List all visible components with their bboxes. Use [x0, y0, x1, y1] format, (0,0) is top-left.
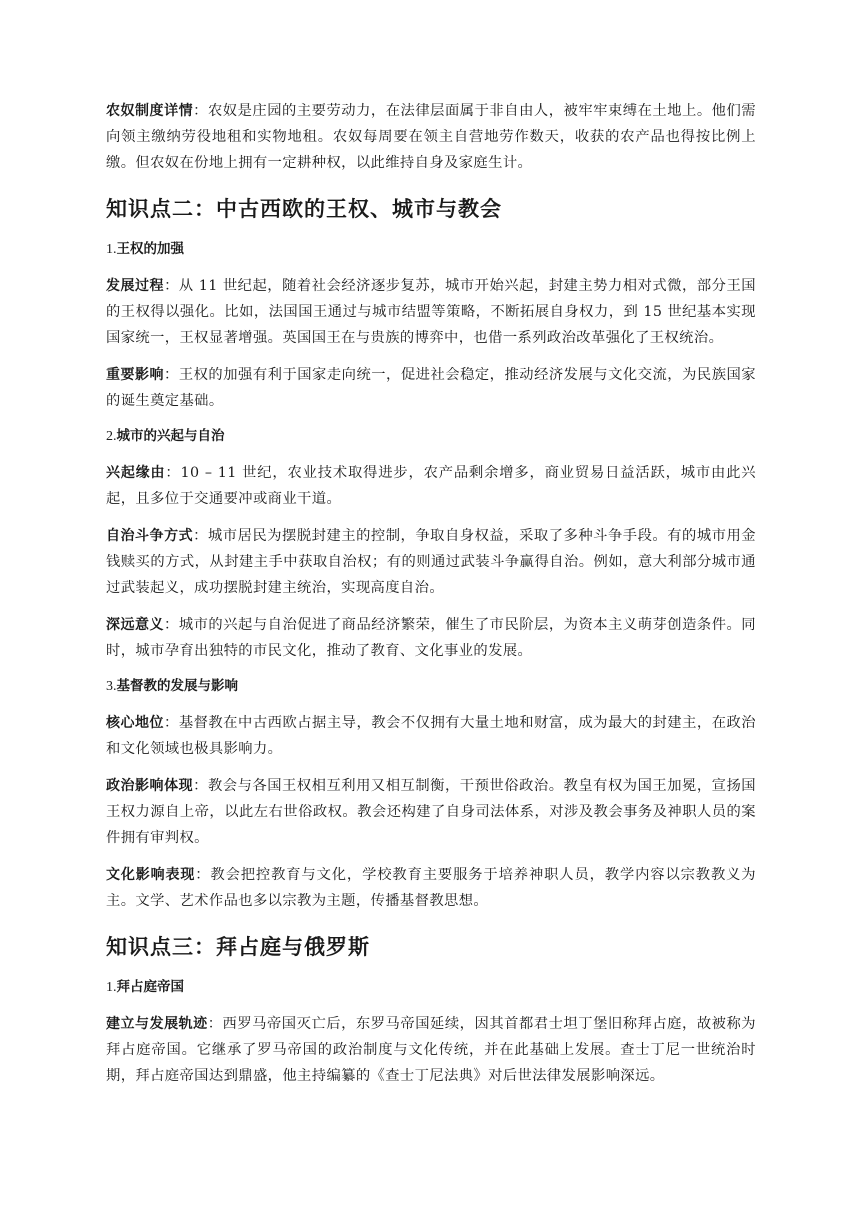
- para-text: ：教会把控教育与文化，学校教育主要服务于培养神职人员，教学内容以宗教教义为主。文学、艺术作品也多以宗教为主题，传播基督教思想。: [106, 867, 756, 909]
- para-label: 建立与发展轨迹: [106, 1016, 208, 1032]
- subheading-number: 1.: [106, 242, 117, 257]
- para-text: ：教会与各国王权相互利用又相互制衡，干预世俗政治。教皇有权为国王加冕，宣扬国王权力源自上帝，以此左右世俗政权。教会还构建了自身司法体系，对涉及教会事务及神职人员的案件拥有审判权。: [106, 778, 756, 846]
- para-text: ：10 – 11 世纪，农业技术取得进步，农产品剩余增多，商业贸易日益活跃，城市由此兴起，且多位于交通要冲或商业干道。: [106, 465, 756, 507]
- paragraph-influence: [106, 362, 756, 414]
- para-text: ：西罗马帝国灭亡后，东罗马帝国延续，因其首都君士坦丁堡旧称拜占庭，故被称为拜占庭帝国。它继承了罗马帝国的政治制度与文化传统，并在此基础上发展。查士丁尼一世统治时期，拜占庭帝国达到鼎盛，他主持编纂的《查士丁尼法典》对后世法律发展影响深远。: [106, 1016, 756, 1084]
- para-label: 核心地位: [106, 715, 165, 731]
- subheading-title: 城市的兴起与自治: [116, 428, 225, 444]
- para-text: ：王权的加强有利于国家走向统一，促进社会稳定，推动经济发展与文化交流，为民族国家的诞生奠定基础。: [106, 367, 756, 409]
- paragraph-cultural-influence: [106, 862, 756, 914]
- para-label: 政治影响体现: [106, 778, 194, 794]
- subheading-number: 2.: [106, 429, 117, 444]
- paragraph-autonomy-struggle: [106, 523, 756, 601]
- paragraph-city-origin: [106, 460, 756, 512]
- para-text: ：城市的兴起与自治促进了商品经济繁荣，催生了市民阶层，为资本主义萌芽创造条件。同时，城市孕育出独特的市民文化，推动了教育、文化事业的发展。: [106, 617, 756, 659]
- paragraph-development: [106, 273, 756, 351]
- subheading-cities: [106, 425, 756, 448]
- para-text: ：基督教在中古西欧占据主导，教会不仅拥有大量土地和财富，成为最大的封建主，在政治和文化领域也极具影响力。: [106, 715, 756, 757]
- subheading-title: 拜占庭帝国: [116, 979, 184, 995]
- para-label: 文化影响表现: [106, 867, 196, 883]
- subheading-byzantine: [106, 976, 756, 999]
- paragraph-political-influence: [106, 773, 756, 851]
- section-heading-2: 知识点二：中古西欧的王权、城市与教会: [106, 197, 502, 221]
- para-label: 兴起缘由: [106, 465, 166, 481]
- document-page: [106, 98, 756, 1100]
- para-label: 自治斗争方式: [106, 528, 194, 544]
- para-label: 深远意义: [106, 617, 165, 633]
- para-label: 发展过程: [106, 278, 165, 294]
- para-label: 农奴制度详情: [106, 103, 194, 119]
- subheading-kingship: [106, 238, 756, 261]
- paragraph-byzantine-history: [106, 1011, 756, 1089]
- paragraph-serfdom: [106, 98, 756, 176]
- subheading-title: 基督教的发展与影响: [116, 678, 238, 694]
- subheading-title: 王权的加强: [116, 241, 184, 257]
- paragraph-core-status: [106, 710, 756, 762]
- section-heading-3: 知识点三：拜占庭与俄罗斯: [106, 935, 370, 959]
- para-text: ：从 11 世纪起，随着社会经济逐步复苏，城市开始兴起，封建主势力相对式微，部分王国的王权得以强化。比如，法国国王通过与城市结盟等策略，不断拓展自身权力，到 15 世纪基本实现国家统一，王权显著增强。英国国王在与贵族的博弈中，也借一系列政治改革强化了王权统治。: [106, 278, 756, 346]
- paragraph-significance: [106, 612, 756, 664]
- subheading-number: 3.: [106, 679, 117, 694]
- para-text: ：农奴是庄园的主要劳动力，在法律层面属于非自由人，被牢牢束缚在土地上。他们需向领主缴纳劳役地租和实物地租。农奴每周要在领主自营地劳作数天，收获的农产品也得按比例上缴。但农奴在份地上拥有一定耕种权，以此维持自身及家庭生计。: [106, 103, 756, 171]
- para-text: ：城市居民为摆脱封建主的控制，争取自身权益，采取了多种斗争手段。有的城市用金钱赎买的方式，从封建主手中获取自治权；有的则通过武装斗争赢得自治。例如，意大利部分城市通过武装起义，成功摆脱封建主统治，实现高度自治。: [106, 528, 756, 596]
- subheading-christianity: [106, 675, 756, 698]
- para-label: 重要影响: [106, 367, 165, 383]
- subheading-number: 1.: [106, 980, 117, 995]
